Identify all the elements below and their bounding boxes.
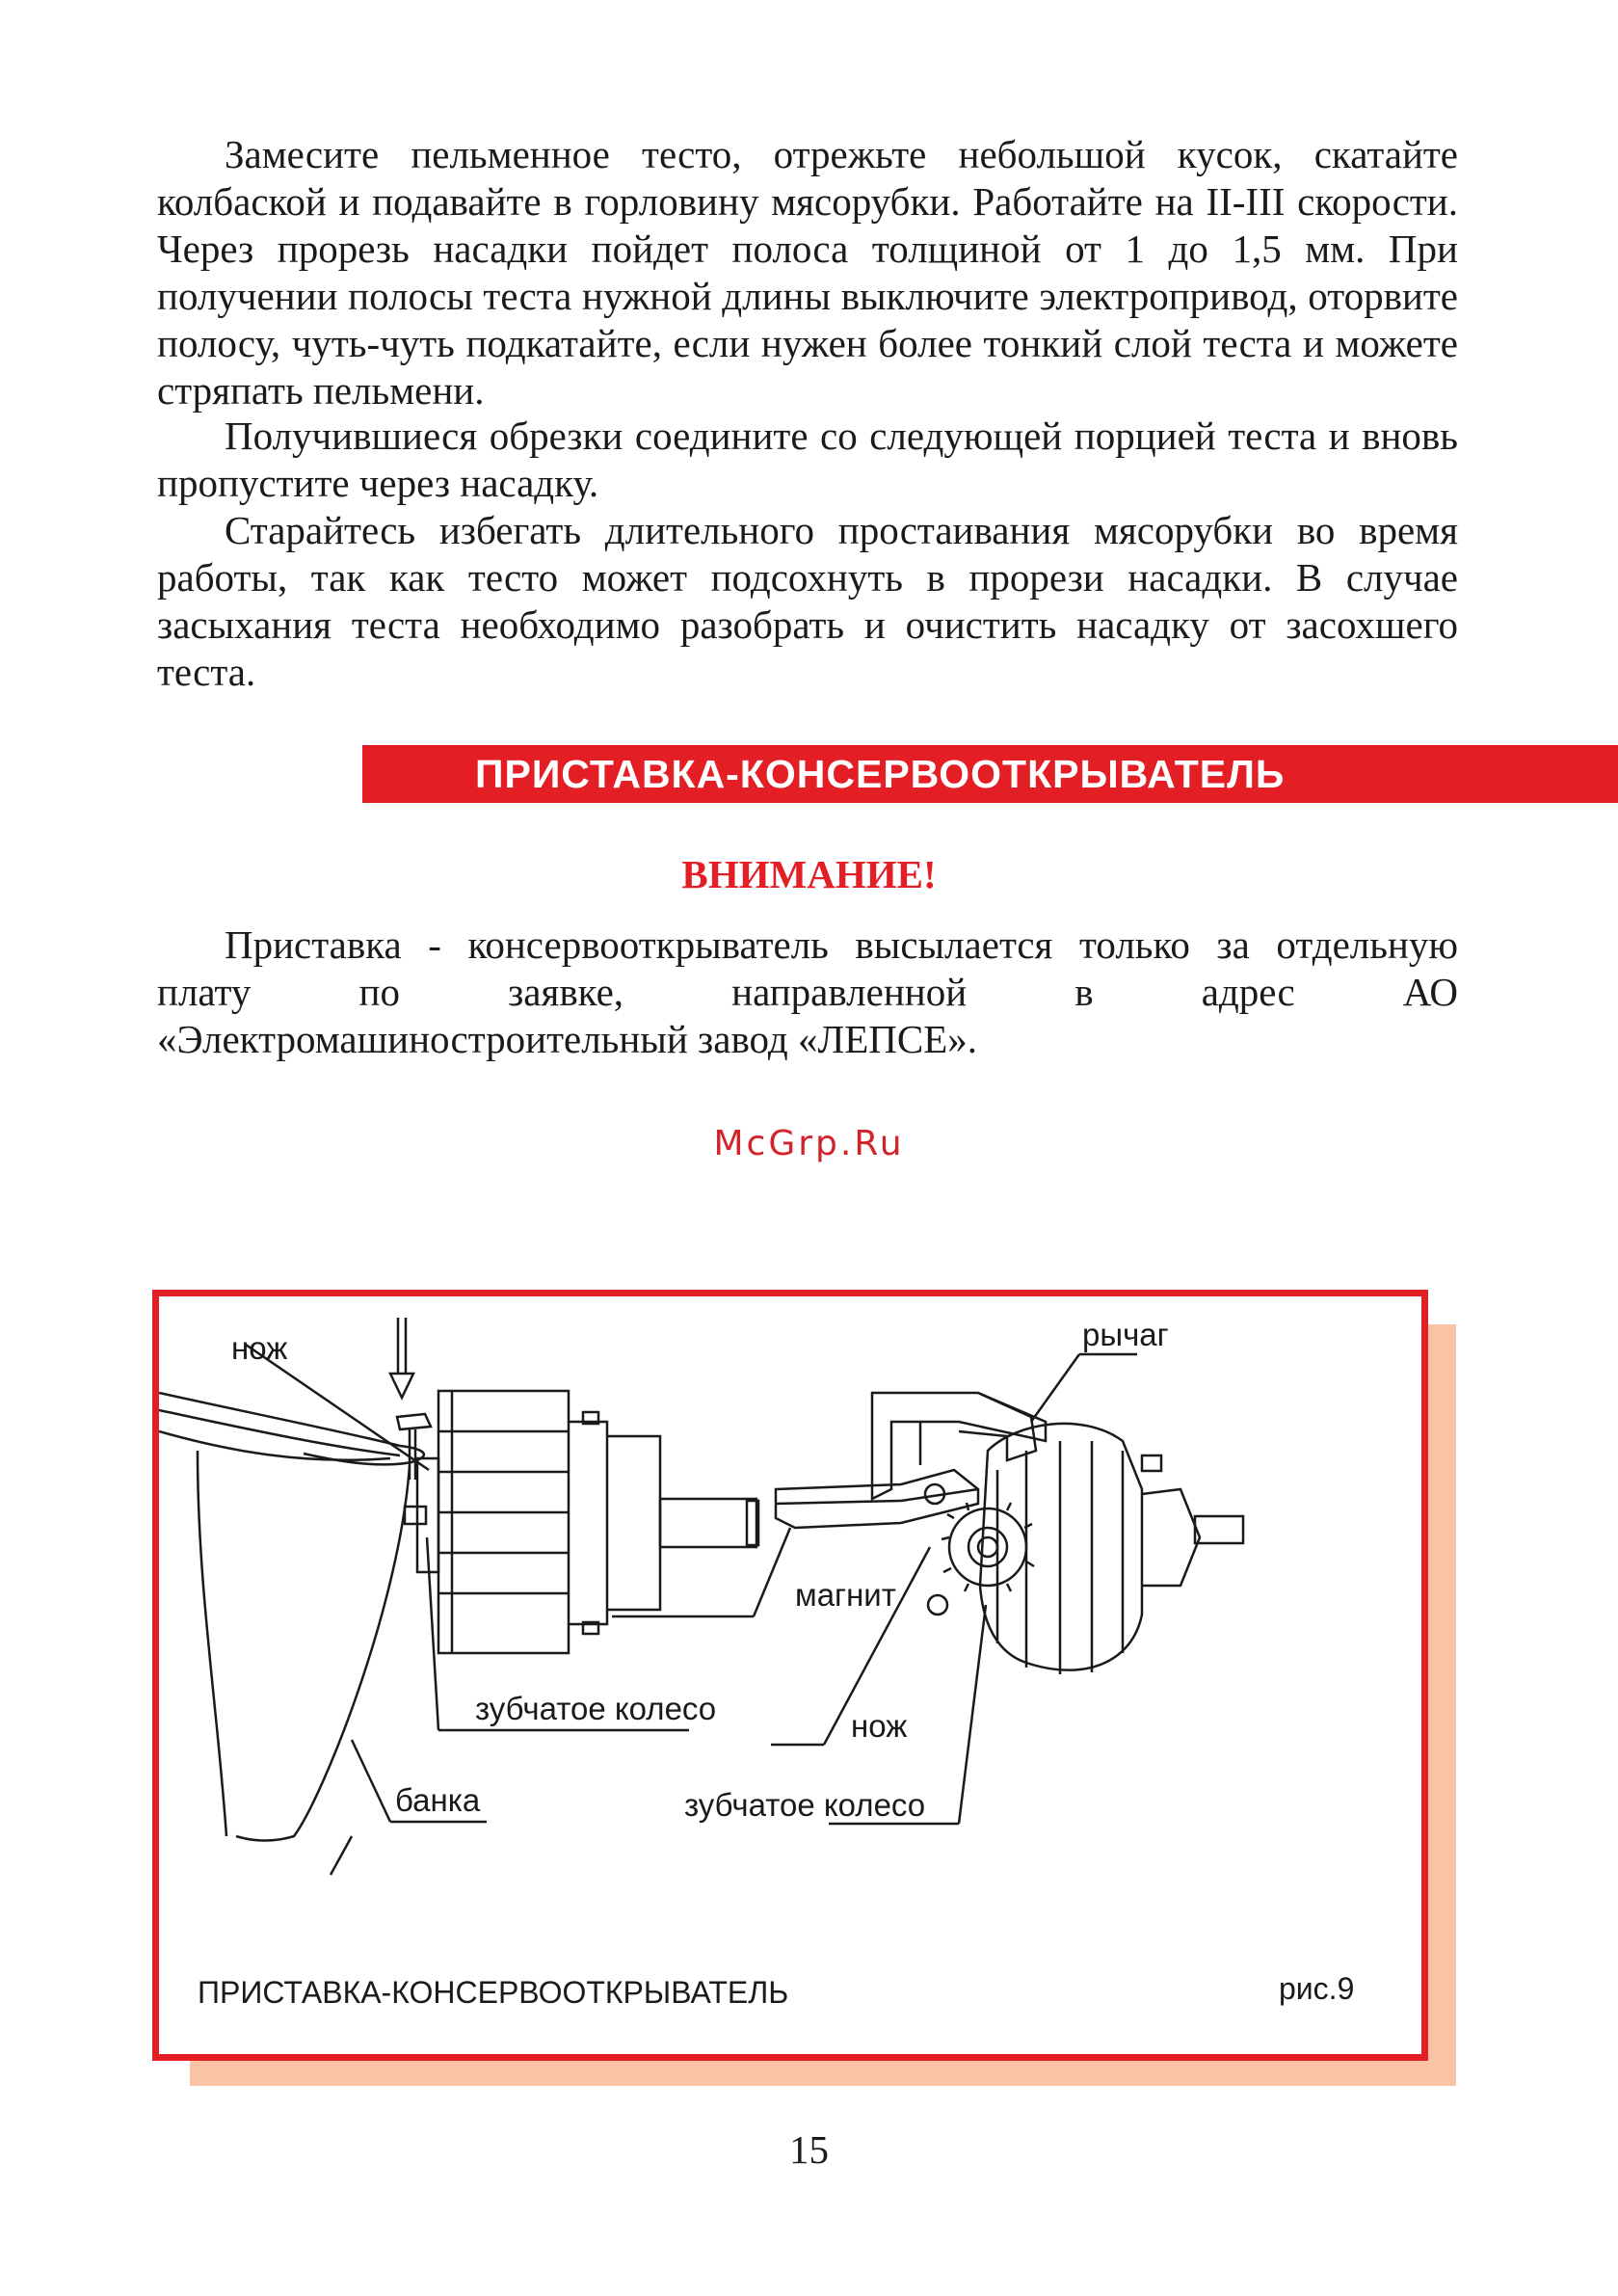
figure-frame [152, 1290, 1428, 2061]
gear-right-drawing [925, 1484, 1034, 1615]
paragraph-trimmings: Получившиеся обрезки соедините со следующей порцией теста и вновь пропустите через насадку. [157, 414, 1458, 505]
watermark: McGrp.Ru [713, 1124, 905, 1163]
label-knife-right: нож [851, 1708, 908, 1744]
page-number: 15 [789, 2127, 829, 2172]
pressure-arrow [390, 1318, 413, 1398]
label-lever: рычаг [1082, 1317, 1169, 1352]
paragraph-avoid-idle: Старайтесь избегать длительного простаивания мясорубки во время работы, так как тесто может подсохнуть в прорези насадки. В случае засыхания теста необходимо разобрать и очистить насадку от засохшего теста. [157, 508, 1458, 694]
lever-drawing [872, 1393, 1046, 1499]
section-banner [362, 745, 1618, 803]
magnet-drawing [776, 1470, 978, 1528]
label-can: банка [395, 1782, 481, 1818]
label-magnet: магнит [795, 1577, 896, 1613]
attention-heading: ВНИМАНИЕ! [681, 852, 937, 896]
can-drawing [159, 1393, 424, 1875]
order-info-line-3: «Электромашиностроительный завод «ЛЕПСЕ». [157, 1017, 978, 1061]
drum-right [980, 1424, 1243, 1674]
drum-left [405, 1391, 758, 1653]
section-title: ПРИСТАВКА-КОНСЕРВООТКРЫВАТЕЛЬ [475, 752, 1286, 796]
label-gear-left: зубчатое колесо [475, 1691, 717, 1726]
label-knife-left: нож [231, 1330, 288, 1366]
paragraph-order-info [157, 921, 1458, 1063]
figure-caption: ПРИСТАВКА-КОНСЕРВООТКРЫВАТЕЛЬ [198, 1975, 789, 2010]
order-info-line-2: плату по заявке, направленной в адрес АО [157, 970, 1458, 1014]
order-info-line-1: Приставка - консервооткрыватель высылается только за отдельную [225, 922, 1458, 967]
figure-number: рис.9 [1279, 1971, 1355, 2006]
label-gear-right: зубчатое колесо [684, 1787, 926, 1823]
can-opener-illustration [159, 1296, 1421, 2054]
paragraph-dough-instructions: Замесите пельменное тесто, отрежьте небольшой кусок, скатайте колбаской и подавайте в горловину мясорубки. Работайте на II-III скорости. Через прорезь насадки пойдет полоса толщиной от 1 до 1,5 мм. При получении полосы теста нужной длины выключите электропривод, оторвите полосу, чуть-чуть подкатайте, если нужен более тонкий слой теста и можете стряпать пельмени. [157, 132, 1458, 413]
